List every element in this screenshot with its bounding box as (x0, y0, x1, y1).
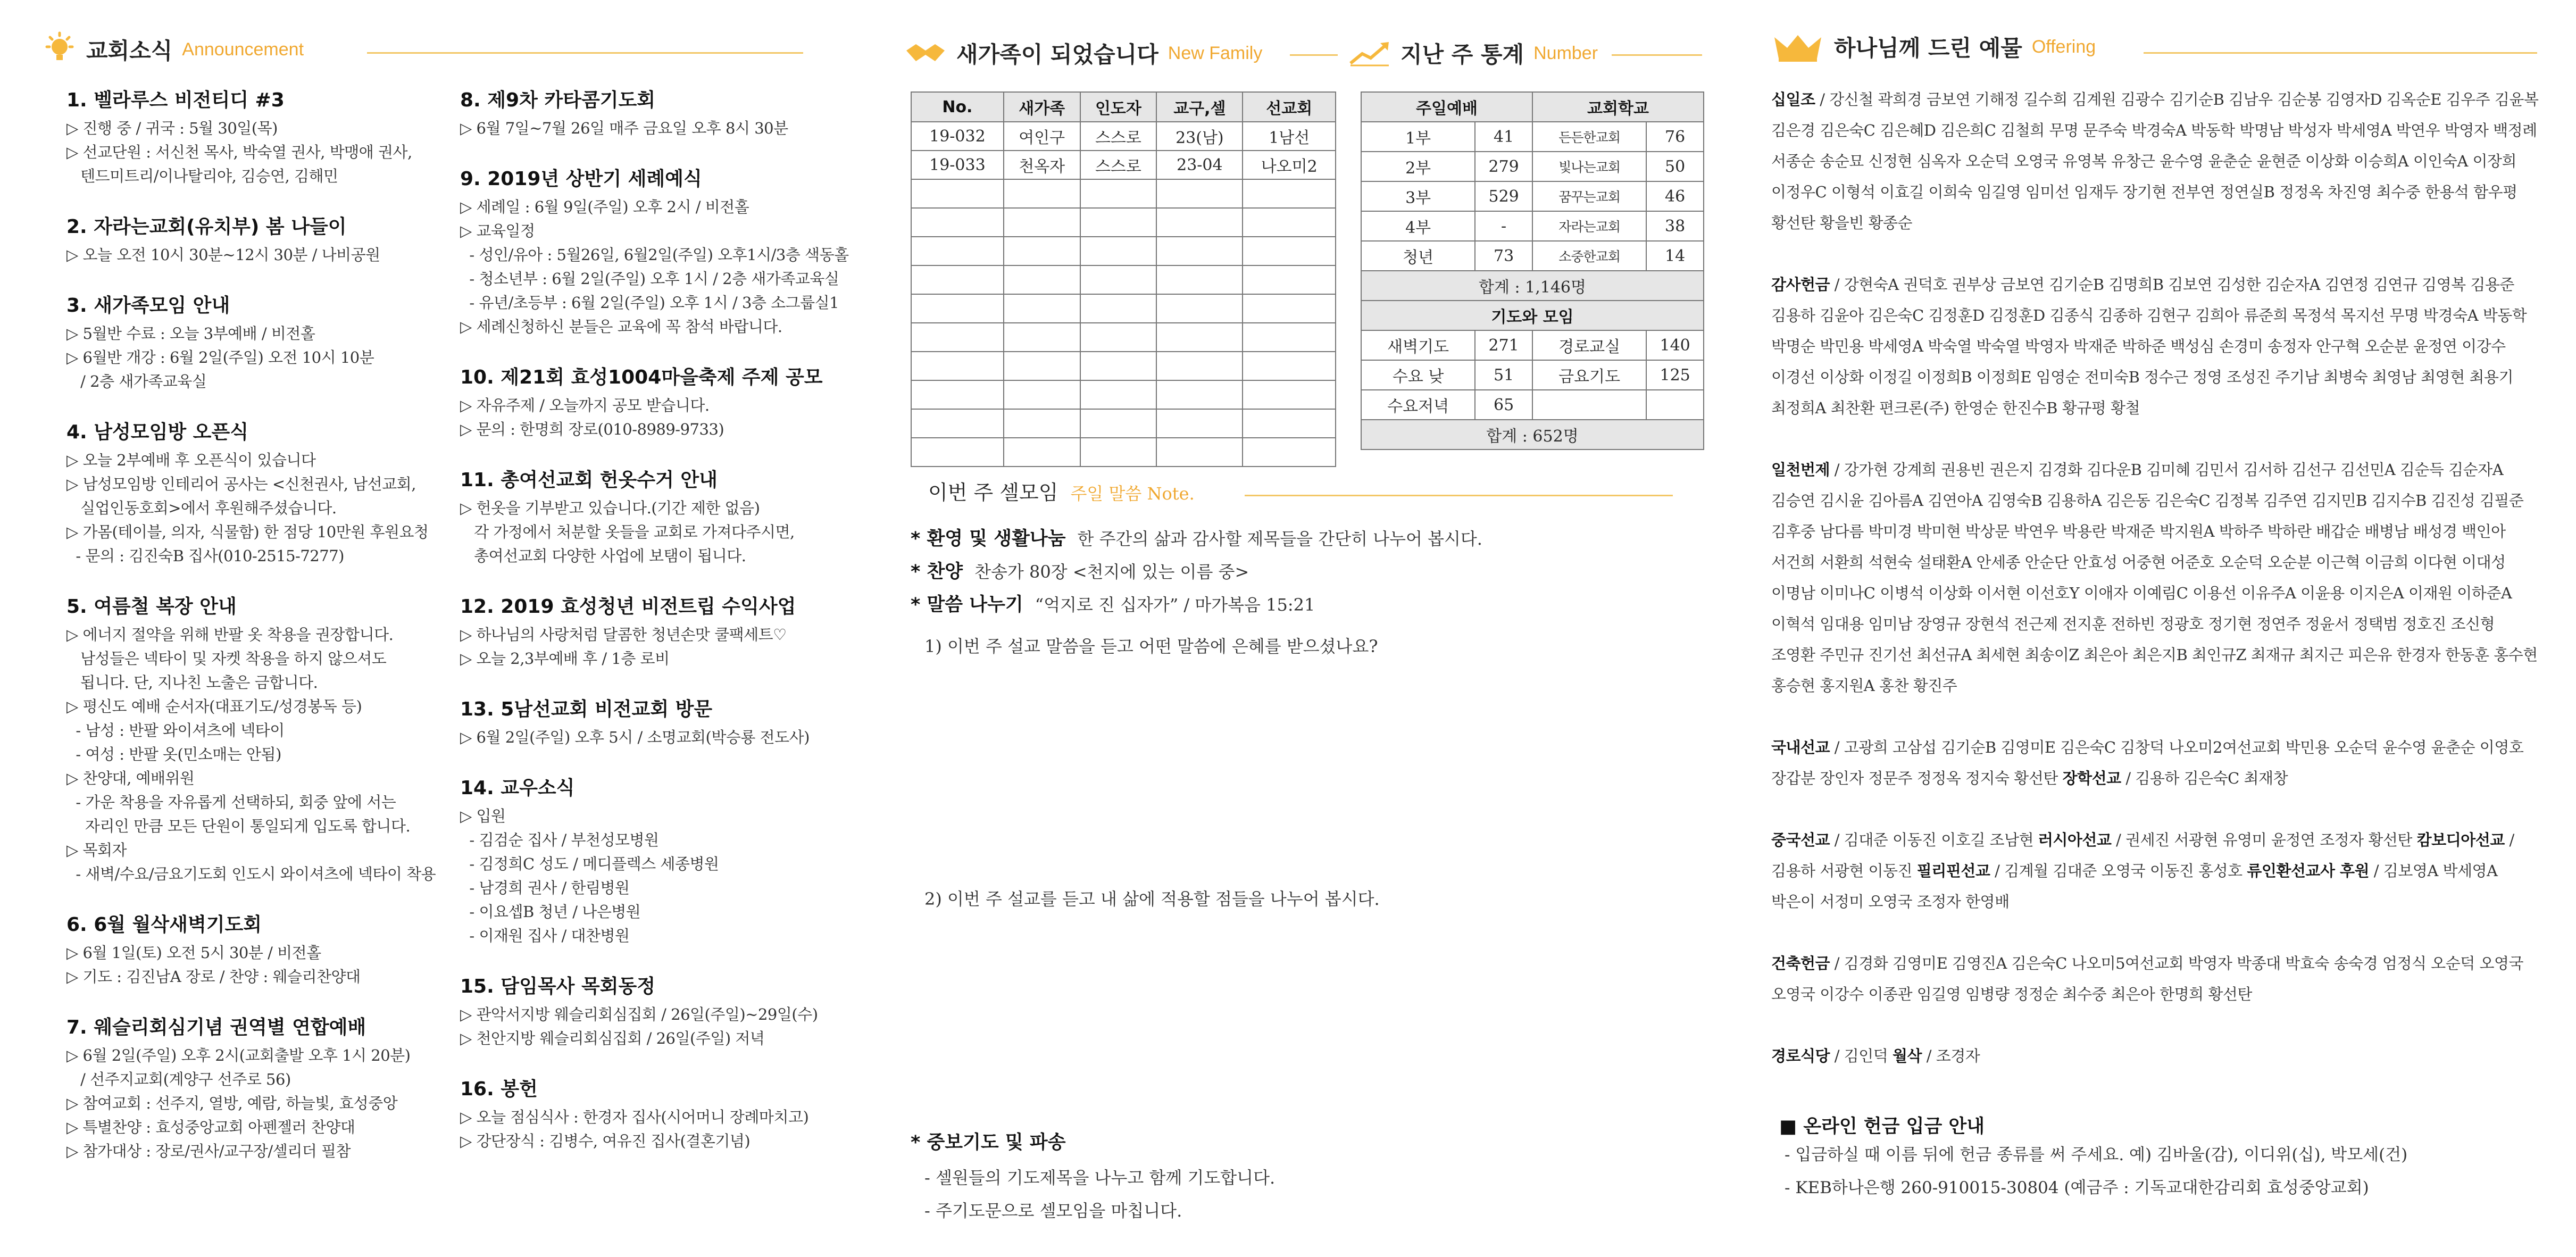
offering-category: 국내선교 (1771, 738, 1830, 756)
announcement-item-line: - 문의 : 김진숙B 집사(010-2515-7277) (66, 547, 344, 565)
announcement-item-title: 12. 2019 효성청년 비전트립 수익사업 (460, 596, 796, 618)
announcement-item-line: ▷ 6월반 개강 : 6월 2일(주일) 오전 10시 10분 (66, 348, 374, 367)
stats-subtitle: Number (1533, 43, 1598, 63)
announcement-item-title: 15. 담임목사 목회동정 (460, 976, 656, 997)
online-offering (1779, 1112, 2407, 1204)
offering-category: 중국선교 (1771, 831, 1830, 849)
chart-up-icon (1348, 40, 1391, 66)
new-family-cell (1004, 323, 1080, 352)
new-family-row (911, 208, 1336, 237)
announcement-item-line: - 이요셉B 청년 / 나은병원 (460, 903, 641, 921)
announcement-item (66, 212, 439, 267)
announcement-item-line: ▷ 문의 : 한명희 장로(010-8989-9733) (460, 420, 724, 438)
new-family-cell (1243, 208, 1336, 237)
stats-total-row (1361, 271, 1704, 301)
new-family-column-header: No. (911, 92, 1004, 122)
announcement-item-line: - 남경희 권사 / 한림병원 (460, 879, 630, 897)
prayer-header: 기도와 모임 (1361, 301, 1704, 330)
offering-category: 경로식당 (1771, 1047, 1830, 1065)
offering-subtitle: Offering (2031, 36, 2096, 57)
stats-table (1361, 91, 1704, 450)
new-family-cell (1004, 409, 1080, 438)
offering-list (1771, 84, 2542, 1102)
new-family-row (911, 265, 1336, 294)
stats-cell: 1부 (1361, 122, 1475, 152)
new-family-row (911, 237, 1336, 265)
announcement-item-line: ▷ 참여교회 : 선주지, 열방, 예람, 하늘빛, 효성중앙 (66, 1094, 398, 1112)
announcement-item (460, 85, 832, 140)
announcement-item (460, 1074, 832, 1153)
cell-meeting-item-label: * 말씀 나누기 (911, 594, 1023, 615)
offering-category: 필리핀선교 (1916, 862, 1990, 880)
stats-cell: 38 (1646, 211, 1704, 241)
stats-cell: 2부 (1361, 152, 1475, 181)
cell-question-2: 2) 이번 주 설교를 듣고 내 삶에 적용할 점들을 나누어 봅시다. (924, 889, 1380, 909)
announcement-rule (367, 52, 803, 54)
offering-category: 건축헌금 (1771, 954, 1830, 972)
prayer-cell: 65 (1475, 390, 1532, 420)
offering-category: 감사헌금 (1771, 276, 1830, 294)
offering-category: 장학선교 (2062, 769, 2121, 787)
offering-names: / 고광희 고삼섭 김기순B 김영미E 김은숙C 김창덕 나오미2여선교회 박민용 오순덕 윤수영 윤춘순 이영호 장갑분 장인자 정문주 정정옥 정지숙 황선탄 (1771, 738, 2524, 787)
new-family-row (911, 179, 1336, 208)
new-family-cell: 스스로 (1080, 151, 1157, 179)
offering-title: 하나님께 드린 예물 (1834, 35, 2022, 61)
cell-meeting-item (911, 557, 1482, 590)
stats-cell: 3부 (1361, 181, 1475, 211)
new-family-cell: 19-033 (911, 151, 1004, 179)
prayer-header-row (1361, 301, 1704, 330)
announcement-item (460, 773, 832, 948)
announcement-item-line: ▷ 특별찬양 : 효성중앙교회 아펜젤러 찬양대 (66, 1118, 355, 1136)
announcement-header (43, 31, 304, 68)
announcement-item (66, 592, 439, 886)
new-family-cell (1080, 352, 1157, 380)
new-family-cell (1243, 323, 1336, 352)
prayer-cell: 경로교실 (1532, 330, 1646, 360)
new-family-cell (1243, 438, 1336, 467)
prayer-row (1361, 330, 1704, 360)
new-family-cell (1156, 179, 1243, 208)
cell-meeting-title: 이번 주 셀모임 (928, 481, 1058, 504)
stats-cell: 빛나는교회 (1532, 152, 1646, 181)
new-family-header-row (911, 92, 1336, 122)
announcement-item (66, 290, 439, 394)
new-family-title: 새가족이 되었습니다 (956, 41, 1158, 68)
new-family-cell (1156, 438, 1243, 467)
announcement-item (460, 465, 832, 568)
offering-group (1771, 948, 2542, 1010)
announcement-title: 교회소식 (86, 38, 173, 64)
offering-category: 류인환선교사 후원 (2247, 862, 2370, 880)
announcement-item-line: 됩니다. 단, 지나친 노출은 금합니다. (66, 673, 318, 692)
announcement-item (66, 85, 439, 188)
new-family-cell (1156, 237, 1243, 265)
announcement-item-line: 텐드미트리/이나탈리야, 김승연, 김해민 (66, 167, 338, 185)
offering-category: 러시아선교 (2038, 831, 2112, 849)
prayer-cell: 125 (1646, 360, 1704, 390)
new-family-cell (1004, 179, 1080, 208)
prayer-cell: 새벽기도 (1361, 330, 1475, 360)
new-family-cell (911, 352, 1004, 380)
announcement-item-line: - 성인/유아 : 5월26일, 6월2일(주일) 오후1시/3층 색동홀 (460, 246, 849, 264)
new-family-cell (1004, 237, 1080, 265)
announcement-item-line: ▷ 오늘 점심식사 : 한경자 집사(시어머니 장례마치고) (460, 1108, 809, 1126)
new-family-cell (1004, 294, 1080, 323)
announcement-item-line: ▷ 에너지 절약을 위해 반팔 옷 착용을 권장합니다. (66, 626, 394, 644)
offering-names: / 김경화 김영미E 김영진A 김은숙C 나오미5여선교회 박영자 박종대 박효숙 송숙경 엄정식 오순덕 오영국 오영국 이강수 이종관 임길영 임병량 정정순 최수중 최은아 한명희 황선탄 (1771, 954, 2523, 1003)
new-family-cell: 천옥자 (1004, 151, 1080, 179)
announcement-item-line: ▷ 세례일 : 6월 9일(주일) 오후 2시 / 비전홀 (460, 198, 749, 216)
new-family-cell (1156, 352, 1243, 380)
new-family-column-header: 인도자 (1080, 92, 1157, 122)
announcement-item-line: ▷ 6월 1일(토) 오전 5시 30분 / 비전홀 (66, 944, 321, 962)
prayer-row (1361, 360, 1704, 390)
stats-total-2: 합계 : 652명 (1361, 420, 1704, 449)
prayer-cell: 수요저녁 (1361, 390, 1475, 420)
offering-names: / 권세진 서광현 유영미 윤정연 조정자 황선탄 (2111, 831, 2417, 849)
intercession-line: - 주기도문으로 셀모임을 마칩니다. (924, 1201, 1182, 1221)
announcement-item (66, 417, 439, 568)
new-family-cell: 스스로 (1080, 122, 1157, 151)
offering-group (1771, 732, 2542, 794)
offering-category: 일천번제 (1771, 461, 1830, 479)
new-family-cell: 19-032 (911, 122, 1004, 151)
stats-row (1361, 152, 1704, 181)
offering-names: / 강가현 강계희 권용빈 권은지 김경화 김다운B 김미혜 김민서 김서하 김선구 김선민A 김순득 김순자A 김승연 김시윤 김아름A 김연아A 김영숙B 김용하A 김은동 김은숙C 김정복 김주연 김지민B 김지수B 김진성 김필준 김후중 남다름 박미경 박미현 박상문 박연우 박용란 박재준 박지원A 박하주 박하란 배갑순 배병남 배성경 백인아 서건희 서환희 석현숙 설태환A 안세종 안순단 안효성 어중현 어준호 오순덕 오순분 이근혁 이금희 이다현 이대성 이명남 이미나C 이병석 이상화 이서현 이선호Y 이애자 이예림C 이용선 이유주A 이윤용 이지은A 이재원 이하준A 이혁석 임대용 임미남 장영규 장현석 전근제 전지훈 전하빈 정광호 정기현 정연주 정윤서 정택범 정호진 조신형 조영환 주민규 진기선 최선규A 최세현 최송이Z 최은아 최은지B 최인규Z 최재규 최지근 피은유 한경자 한동훈 홍수현 홍승현 홍지원A 홍찬 황진주 (1771, 461, 2538, 695)
cell-meeting-rule (1245, 495, 1673, 496)
online-offering-title: ■ 온라인 헌금 입금 안내 (1779, 1116, 1985, 1137)
new-family-cell (1080, 323, 1157, 352)
cell-meeting-item-text: 찬송가 80장 <천지에 있는 이름 중> (974, 562, 1249, 582)
crown-gift-icon (1771, 31, 1824, 63)
new-family-cell: 23(남) (1156, 122, 1243, 151)
announcement-item-line: ▷ 참가대상 : 장로/권사/교구장/셀리더 필참 (66, 1142, 351, 1160)
offering-group (1771, 825, 2542, 917)
new-family-cell (911, 380, 1004, 409)
new-family-cell (1156, 265, 1243, 294)
stats-cell: 41 (1475, 122, 1532, 152)
new-family-cell: 여인구 (1004, 122, 1080, 151)
announcement-item-line: / 선주지교회(계양구 선주로 56) (66, 1070, 291, 1088)
prayer-row (1361, 390, 1704, 420)
new-family-cell (911, 179, 1004, 208)
stats-total-row (1361, 420, 1704, 449)
announcement-item (460, 164, 849, 339)
offering-names: / 조경자 (1922, 1047, 1980, 1065)
new-family-cell (1243, 409, 1336, 438)
announcement-item-line: ▷ 6월 2일(주일) 오후 2시(교회출발 오후 1시 20분) (66, 1046, 411, 1064)
offering-names: / 김인덕 (1830, 1047, 1893, 1065)
stats-rule (1612, 54, 1702, 56)
announcement-item-line: - 청소년부 : 6월 2일(주일) 오후 1시 / 2층 새가족교육실 (460, 270, 839, 288)
announcement-item-line: ▷ 6월 7일~7월 26일 매주 금요일 오후 8시 30분 (460, 119, 788, 137)
announcement-item-line: 각 가정에서 처분할 옷들을 교회로 가져다주시면, (460, 523, 795, 541)
announcement-item-line: - 유년/초등부 : 6월 2일(주일) 오후 1시 / 3층 소그룹실1 (460, 294, 839, 312)
new-family-row (911, 323, 1336, 352)
announcement-item-title: 8. 제9차 카타콤기도회 (460, 89, 656, 111)
new-family-cell (911, 208, 1004, 237)
announcement-item-line: ▷ 가몸(테이블, 의자, 식물함) 한 점당 10만원 후원요청 (66, 523, 429, 541)
prayer-cell (1532, 390, 1646, 420)
new-family-cell (1243, 265, 1336, 294)
worship-header: 주일예배 (1361, 92, 1532, 122)
intercession-lines (924, 1161, 1275, 1227)
announcement-item-line: - 김검순 집사 / 부천성모병원 (460, 831, 659, 849)
prayer-cell: 271 (1475, 330, 1532, 360)
cell-meeting-items (911, 524, 1482, 623)
offering-names: / 김용하 김은숙C 최재창 (2121, 769, 2288, 787)
new-family-cell (1004, 352, 1080, 380)
new-family-cell (1243, 237, 1336, 265)
announcement-item (460, 694, 832, 750)
new-family-cell (1004, 380, 1080, 409)
new-family-cell (911, 438, 1004, 467)
stats-cell: - (1475, 211, 1532, 241)
cell-meeting-item-text: “억지로 진 십자가” / 마가복음 15:21 (1035, 595, 1315, 615)
new-family-cell (1080, 409, 1157, 438)
new-family-cell: 23-04 (1156, 151, 1243, 179)
announcement-item-title: 2. 자라는교회(유치부) 봄 나들이 (66, 216, 347, 238)
offering-names: / 김계월 김대준 오영국 이동진 홍성호 (1990, 862, 2247, 880)
offering-names: / 김대준 이동진 이호길 조남현 (1830, 831, 2038, 849)
stats-cell: 자라는교회 (1532, 211, 1646, 241)
announcement-item-title: 11. 총여선교회 헌옷수거 안내 (460, 469, 718, 491)
cell-question-1: 1) 이번 주 설교 말씀을 듣고 어떤 말씀에 은혜를 받으셨나요? (924, 636, 1378, 656)
cell-meeting-header (928, 476, 1195, 505)
new-family-cell (1156, 323, 1243, 352)
announcement-item-title: 10. 제21회 효성1004마을축제 주제 공모 (460, 367, 823, 388)
new-family-cell (1080, 237, 1157, 265)
stats-cell: 청년 (1361, 241, 1475, 271)
offering-header (1771, 31, 2096, 63)
new-family-cell (911, 409, 1004, 438)
stats-cell: 73 (1475, 241, 1532, 271)
new-family-cell (911, 294, 1004, 323)
announcement-item-title: 4. 남성모임방 오픈식 (66, 421, 248, 443)
announcement-item-line: ▷ 6월 2일(주일) 오후 5시 / 소명교회(박승룡 전도사) (460, 728, 810, 746)
intercession-line: - 셀원들의 기도제목을 나누고 함께 기도합니다. (924, 1168, 1276, 1188)
announcement-item-line: ▷ 목회자 (66, 841, 127, 859)
announcement-item-line: ▷ 자유주제 / 오늘까지 공모 받습니다. (460, 396, 710, 414)
announcement-item-line: ▷ 입원 (460, 807, 506, 825)
offering-category: 월삭 (1893, 1047, 1922, 1065)
announcement-item-line: ▷ 세례신청하신 분들은 교육에 꼭 참석 바랍니다. (460, 318, 782, 336)
new-family-cell (911, 265, 1004, 294)
announcement-item-line: / 2층 새가족교육실 (66, 372, 207, 390)
new-family-column-header: 선교회 (1243, 92, 1336, 122)
new-family-cell (1080, 438, 1157, 467)
announcement-item (460, 362, 832, 442)
new-family-cell (911, 323, 1004, 352)
announcement-column-1 (66, 85, 439, 1187)
cell-meeting-item-label: * 환영 및 생활나눔 (911, 528, 1066, 550)
new-family-row (911, 409, 1336, 438)
new-family-cell (1243, 352, 1336, 380)
announcement-item-line: ▷ 오늘 2부예배 후 오픈식이 있습니다 (66, 451, 316, 469)
stats-row (1361, 211, 1704, 241)
stats-cell: 4부 (1361, 211, 1475, 241)
new-family-row (911, 352, 1336, 380)
new-family-cell (1080, 265, 1157, 294)
new-family-cell (1080, 208, 1157, 237)
new-family-cell (1156, 208, 1243, 237)
announcement-item-line: - 이재원 집사 / 대찬병원 (460, 927, 630, 945)
stats-row (1361, 181, 1704, 211)
intercession-label: * 중보기도 및 파송 (911, 1132, 1066, 1153)
announcement-item (460, 592, 832, 671)
announcement-item-line: - 새벽/수요/금요기도회 인도시 와이셔츠에 넥타이 착용 (66, 865, 436, 883)
announcement-item-line: ▷ 기도 : 김진남A 장로 / 찬양 : 웨슬리찬양대 (66, 968, 361, 986)
prayer-cell: 금요기도 (1532, 360, 1646, 390)
stats-cell: 76 (1646, 122, 1704, 152)
offering-category: 캄보디아선교 (2416, 831, 2505, 849)
stats-cell: 529 (1475, 181, 1532, 211)
announcement-item-title: 6. 6월 월삭새벽기도회 (66, 914, 262, 936)
announcement-item-line: 총여선교회 다양한 사업에 보탬이 됩니다. (460, 547, 746, 565)
prayer-cell: 수요 낮 (1361, 360, 1475, 390)
new-family-row (911, 151, 1336, 179)
new-family-table (911, 91, 1336, 467)
stats-cell: 꿈꾸는교회 (1532, 181, 1646, 211)
announcement-item-line: - 여성 : 반팔 옷(민소매는 안됨) (66, 745, 281, 763)
announcement-item-title: 5. 여름철 복장 안내 (66, 596, 237, 618)
stats-total-1: 합계 : 1,146명 (1361, 271, 1704, 301)
offering-names: / 김보영A 박세영A 박은이 서정미 오영국 조정자 한영배 (1771, 862, 2498, 911)
offering-names: / 강신철 곽희경 금보연 기해정 길수희 김계원 김광수 김기순B 김남우 김순봉 김영자D 김옥순E 김우주 김윤복 김은경 김은숙C 김은혜D 김은희C 김철희 무명 문주숙 박경숙A 박동학 박명남 박성자 박세영A 박연우 박영자 백정례 서종순 송순묘 신정현 심옥자 오순덕 오영국 유영복 유창근 윤수영 윤춘순 윤현준 이상화 이승희A 이인숙A 이장희 이정우C 이형석 이효길 이희숙 임길영 임미선 임재두 장기현 전부연 정연실B 정정옥 차진영 최수중 한용석 함우평 황선탄 황을빈 황종순 (1771, 90, 2539, 232)
announcement-item-line: - 김정희C 성도 / 메디플렉스 세종병원 (460, 855, 719, 873)
announcement-item-line: ▷ 평신도 예배 순서자(대표기도/성경봉독 등) (66, 697, 362, 715)
prayer-cell (1646, 390, 1704, 420)
new-family-cell: 1남선 (1243, 122, 1336, 151)
stats-header (1348, 37, 1598, 69)
new-family-cell (1080, 294, 1157, 323)
offering-names: / 김용하 서광현 이동진 (1771, 831, 2514, 880)
new-family-cell (1156, 380, 1243, 409)
announcement-item-line: ▷ 선교단원 : 서신천 목사, 박숙열 권사, 박맹애 권사, (66, 143, 412, 161)
new-family-cell (1243, 179, 1336, 208)
new-family-subtitle: New Family (1168, 43, 1263, 63)
announcement-item (66, 1012, 439, 1163)
offering-group (1771, 269, 2542, 423)
announcement-item (66, 910, 439, 989)
new-family-row (911, 438, 1336, 467)
stats-row (1361, 241, 1704, 271)
announcement-item-line: 실업인동호회>에서 후원해주셨습니다. (66, 499, 337, 517)
announcement-item-line: 자리인 만큼 모든 단원이 통일되게 입도록 합니다. (66, 817, 411, 835)
new-family-rule (1290, 54, 1338, 56)
announcement-item-line: ▷ 교육일정 (460, 222, 535, 240)
announcement-item-line: ▷ 5월반 수료 : 오늘 3부예배 / 비전홀 (66, 324, 315, 343)
new-family-column-header: 새가족 (1004, 92, 1080, 122)
offering-group (1771, 1040, 2542, 1071)
announcement-item-line: ▷ 관악서지방 웨슬리회심집회 / 26일(주일)~29일(수) (460, 1005, 818, 1023)
announcement-item-line: - 남성 : 반팔 와이셔츠에 넥타이 (66, 721, 285, 739)
announcement-item-title: 14. 교우소식 (460, 777, 575, 799)
announcement-item-title: 7. 웨슬리회심기념 권역별 연합예배 (66, 1017, 366, 1038)
prayer-cell: 140 (1646, 330, 1704, 360)
announcement-item-title: 3. 새가족모임 안내 (66, 295, 230, 317)
cell-meeting-item-label: * 찬양 (911, 561, 963, 582)
new-family-cell (911, 237, 1004, 265)
new-family-cell (1004, 438, 1080, 467)
stats-cell: 50 (1646, 152, 1704, 181)
offering-names: / 강현숙A 권덕호 권부상 금보연 김기순B 김명희B 김보연 김성한 김순자A 김연정 김연규 김영복 김용준 김용하 김윤아 김은숙C 김정훈D 김정훈D 김종식 김종하 김현구 김희아 류준희 목정석 목지선 무명 박경숙A 박동학 박명순 박민용 박세영A 박숙열 박숙열 박영자 박재준 박하준 백성심 손경미 송정자 안구혁 오순분 윤정연 이강수 이경선 이상화 이정길 이정희B 이정희E 임영순 전미숙B 정수근 정영 조성진 주기남 최병숙 최영남 최영현 최용기 최정희A 최찬환 편크론(주) 한영순 한진수B 황규평 황철 (1771, 276, 2527, 417)
cell-meeting-subtitle: 주일 말씀 Note. (1070, 484, 1195, 504)
offering-rule (2144, 52, 2537, 54)
new-family-cell (1004, 208, 1080, 237)
stats-cell: 14 (1646, 241, 1704, 271)
announcement-item-title: 16. 봉헌 (460, 1078, 538, 1100)
announcement-item-title: 9. 2019년 상반기 세례예식 (460, 168, 702, 190)
announcement-item-line: 남성들은 넥타이 및 자켓 착용을 하지 않으셔도 (66, 650, 387, 668)
handshake-icon (904, 40, 947, 66)
new-family-cell (1156, 294, 1243, 323)
new-family-cell (1080, 179, 1157, 208)
stats-cell: 46 (1646, 181, 1704, 211)
announcement-item (460, 971, 832, 1051)
online-offering-line-1: - 입금하실 때 이름 뒤에 헌금 종류를 써 주세요. 예) 김바울(감), 이디위(십), 박모세(건) (1785, 1145, 2408, 1164)
stats-title: 지난 주 통계 (1400, 41, 1524, 68)
new-family-cell: 나오미2 (1243, 151, 1336, 179)
new-family-cell (1080, 380, 1157, 409)
lightbulb-icon (43, 31, 77, 68)
stats-cell: 소중한교회 (1532, 241, 1646, 271)
announcement-subtitle: Announcement (182, 39, 304, 60)
announcement-item-title: 1. 벨라루스 비전티디 #3 (66, 89, 285, 111)
online-offering-line-2: - KEB하나은행 260-910015-30804 (예금주 : 기독교대한감리회 효성중앙교회) (1785, 1178, 2369, 1197)
new-family-cell (1243, 380, 1336, 409)
announcement-item-line: ▷ 강단장식 : 김병수, 여유진 집사(결혼기념) (460, 1132, 751, 1150)
offering-group (1771, 84, 2542, 238)
offering-category: 십일조 (1771, 90, 1815, 109)
announcement-item-line: ▷ 하나님의 사랑처럼 달콤한 청년손맛 쿨팩세트♡ (460, 626, 787, 644)
announcement-column-2 (460, 85, 849, 1177)
new-family-column-header: 교구,셀 (1156, 92, 1243, 122)
cell-meeting-item-text: 한 주간의 삶과 감사할 제목들을 간단히 나누어 봅시다. (1077, 529, 1482, 549)
announcement-item-line: ▷ 오늘 오전 10시 30분~12시 30분 / 나비공원 (66, 246, 380, 264)
announcement-item-line: ▷ 남성모임방 인테리어 공사는 <신천권사, 남선교회, (66, 475, 416, 493)
stats-cell: 든든한교회 (1532, 122, 1646, 152)
announcement-item-line: ▷ 오늘 2,3부예배 후 / 1층 로비 (460, 650, 670, 668)
announcement-item-line: ▷ 헌옷을 기부받고 있습니다.(기간 제한 없음) (460, 499, 760, 517)
new-family-cell (1156, 409, 1243, 438)
new-family-row (911, 380, 1336, 409)
new-family-cell (1004, 265, 1080, 294)
cell-meeting-item (911, 524, 1482, 557)
announcement-item-line: ▷ 천안지방 웨슬리회심집회 / 26일(주일) 저녁 (460, 1029, 765, 1047)
cell-meeting-item (911, 590, 1482, 623)
stats-header-row (1361, 92, 1704, 122)
stats-row (1361, 122, 1704, 152)
school-header: 교회학교 (1532, 92, 1704, 122)
new-family-cell (1243, 294, 1336, 323)
prayer-cell: 51 (1475, 360, 1532, 390)
new-family-row (911, 294, 1336, 323)
announcement-item-line: ▷ 진행 중 / 귀국 : 5월 30일(목) (66, 119, 278, 137)
stats-cell: 279 (1475, 152, 1532, 181)
announcement-item-title: 13. 5남선교회 비전교회 방문 (460, 698, 713, 720)
new-family-row (911, 122, 1336, 151)
announcement-item-line: - 가운 착용을 자유롭게 선택하되, 회중 앞에 서는 (66, 793, 396, 811)
offering-group (1771, 454, 2542, 701)
announcement-item-line: ▷ 찬양대, 예배위원 (66, 769, 195, 787)
new-family-header (904, 37, 1262, 69)
